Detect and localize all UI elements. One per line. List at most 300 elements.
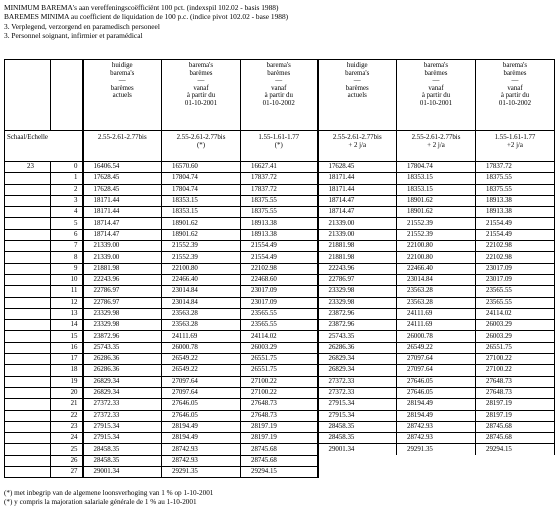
value-cell: 21881.98 (83, 263, 162, 274)
index-reference (318, 131, 397, 162)
step-cell: 25 (51, 444, 83, 455)
step-cell: 24 (51, 433, 83, 444)
value-cell: 27646.05 (162, 399, 241, 410)
column-header-line: — (118, 77, 126, 85)
value-cell: 26551.75 (241, 354, 318, 365)
value-cell: 27372.33 (83, 399, 162, 410)
value-cell: 29294.15 (476, 444, 555, 455)
value-cell: 26003.29 (241, 342, 318, 353)
header-title-nl: MINIMUM BAREMA's aan vereffeningscoëfficiënt 100 pct. (indexspil 102.02 - basis 1988) (4, 3, 279, 12)
column-header-line: — (432, 77, 440, 85)
table-row (5, 184, 555, 195)
value-cell: 17628.45 (83, 184, 162, 195)
value-cell: 18714.47 (83, 218, 162, 229)
value-cell: 26551.75 (241, 365, 318, 376)
table-row (5, 387, 555, 398)
value-cell: 22100.80 (397, 252, 476, 263)
value-cell: 23014.84 (162, 286, 241, 297)
value-cell: 21552.39 (162, 252, 241, 263)
value-cell: 18353.15 (162, 207, 241, 218)
value-cell: 22786.97 (83, 286, 162, 297)
value-cell: 21339.00 (83, 252, 162, 263)
value-cell: 28458.35 (83, 444, 162, 455)
column-header-line: à partir du (186, 92, 216, 100)
table-row (5, 297, 555, 308)
table-row (5, 229, 555, 240)
value-cell: 23565.55 (241, 308, 318, 319)
column-header-line: — (353, 77, 361, 85)
value-cell: 22243.96 (318, 263, 397, 274)
step-cell: 0 (51, 162, 83, 173)
value-cell: 18714.47 (83, 229, 162, 240)
empty-cell (476, 467, 555, 478)
value-cell: 27648.73 (476, 376, 555, 387)
column-header-line: barema's (110, 69, 135, 77)
value-cell: 22468.60 (241, 274, 318, 285)
index-reference (241, 131, 318, 162)
empty-cell (318, 455, 397, 466)
value-cell: 23872.96 (83, 331, 162, 342)
column-header-line: barema's (502, 62, 528, 69)
step-cell: 9 (51, 263, 83, 274)
step-cell: 26 (51, 455, 83, 466)
value-cell: 28197.19 (241, 421, 318, 432)
value-cell: 18375.55 (476, 173, 555, 184)
value-cell: 18353.15 (162, 195, 241, 206)
empty-cell (397, 467, 476, 478)
value-cell: 28742.93 (162, 455, 241, 466)
value-cell: 26003.29 (476, 320, 555, 331)
value-cell: 26829.34 (83, 387, 162, 398)
scale-number-cell (5, 331, 51, 342)
scale-number-cell (5, 252, 51, 263)
table-row (5, 162, 555, 173)
value-cell: 17837.72 (476, 162, 555, 173)
value-cell: 21339.00 (318, 229, 397, 240)
value-cell: 26829.34 (318, 354, 397, 365)
value-cell: 23563.28 (162, 308, 241, 319)
scale-number-cell (5, 207, 51, 218)
step-cell: 5 (51, 218, 83, 229)
value-cell: 28458.35 (318, 421, 397, 432)
column-header (397, 60, 476, 131)
value-cell: 27100.22 (241, 387, 318, 398)
value-cell: 27646.05 (162, 410, 241, 421)
step-cell: 14 (51, 320, 83, 331)
value-cell: 26829.34 (83, 376, 162, 387)
scale-number-cell (5, 320, 51, 331)
header-title-fr: BAREMES MINIMA au coefficient de liquidation de 100 p.c. (indice pivot 102.02 - base 1988) (4, 12, 289, 22)
step-cell: 3 (51, 195, 83, 206)
value-cell: 28742.93 (397, 433, 476, 444)
value-cell: 26549.22 (162, 365, 241, 376)
value-cell: 23017.09 (476, 274, 555, 285)
table-row (5, 365, 555, 376)
value-cell: 22243.96 (83, 274, 162, 285)
value-cell: 26551.75 (476, 342, 555, 353)
value-cell: 27100.22 (476, 365, 555, 376)
value-cell: 18171.44 (318, 184, 397, 195)
column-header-line: barèmes (267, 69, 291, 77)
column-header-line: vanaf (271, 84, 287, 92)
column-header-line: barèmes (345, 84, 369, 92)
value-cell: 28197.19 (476, 399, 555, 410)
value-cell: 23014.84 (397, 274, 476, 285)
index-reference-line: 2.55-2.61-2.77bis (332, 134, 382, 141)
value-cell: 23329.98 (83, 320, 162, 331)
column-header-line: barema's (423, 62, 449, 69)
value-cell: 29001.34 (318, 444, 397, 455)
step-cell: 16 (51, 342, 83, 353)
scale-number-cell (5, 342, 51, 353)
column-header-line: — (197, 77, 205, 85)
index-reference-line: 1.55-1.61-1.77 (258, 134, 300, 141)
value-cell: 17837.72 (241, 173, 318, 184)
value-cell: 21339.00 (83, 241, 162, 252)
value-cell: 28197.19 (241, 433, 318, 444)
column-header-line: à partir du (421, 92, 451, 100)
value-cell: 18901.62 (162, 218, 241, 229)
value-cell: 27097.64 (397, 365, 476, 376)
value-cell: 28745.68 (476, 421, 555, 432)
column-header-line: barèmes (189, 69, 213, 77)
value-cell: 27648.73 (476, 387, 555, 398)
document-header (4, 3, 288, 40)
value-cell: 18901.62 (162, 229, 241, 240)
value-cell: 18353.15 (397, 184, 476, 195)
value-cell: 28197.19 (476, 410, 555, 421)
value-cell: 18901.62 (397, 195, 476, 206)
column-header-line: 01-10-2001 (184, 99, 218, 107)
index-reference (83, 131, 162, 162)
table-row (5, 433, 555, 444)
value-cell: 27915.34 (318, 410, 397, 421)
index-reference-line: 1.55-1.61-1.77 (494, 134, 536, 141)
value-cell: 23872.96 (318, 320, 397, 331)
scale-number-cell (5, 184, 51, 195)
table-row (5, 274, 555, 285)
footnote-fr: (*) y compris la majoration salariale générale de 1 % au 1-10-2001 (4, 498, 197, 507)
scale-number-cell (5, 286, 51, 297)
step-cell: 21 (51, 399, 83, 410)
value-cell: 27100.22 (476, 354, 555, 365)
table-row (5, 241, 555, 252)
scale-number-cell (5, 173, 51, 184)
value-cell: 28745.68 (241, 455, 318, 466)
value-cell: 24114.02 (241, 331, 318, 342)
table-row (5, 286, 555, 297)
value-cell: 27915.34 (318, 399, 397, 410)
table-row (5, 467, 555, 478)
value-cell: 18171.44 (83, 195, 162, 206)
step-cell: 1 (51, 173, 83, 184)
value-cell: 23329.98 (318, 297, 397, 308)
scale-number-cell (5, 218, 51, 229)
value-cell: 25743.35 (318, 331, 397, 342)
index-reference-note: + 2 j/a (427, 142, 445, 149)
step-cell: 7 (51, 241, 83, 252)
step-cell: 2 (51, 184, 83, 195)
value-cell: 22102.98 (476, 241, 555, 252)
value-cell: 23017.09 (241, 286, 318, 297)
header-blank-cell (5, 60, 51, 131)
column-header (162, 60, 241, 131)
step-cell: 19 (51, 376, 83, 387)
table-row (5, 218, 555, 229)
value-cell: 18375.55 (241, 207, 318, 218)
value-cell: 27646.05 (397, 387, 476, 398)
column-header-line: barèmes (503, 69, 527, 77)
scale-number-cell: 23 (5, 162, 51, 173)
value-cell: 18913.38 (476, 195, 555, 206)
value-cell: 16570.60 (162, 162, 241, 173)
scale-number-cell (5, 455, 51, 466)
scale-number-cell (5, 433, 51, 444)
value-cell: 16627.41 (241, 162, 318, 173)
index-reference-note: (*) (274, 142, 283, 149)
table-row (5, 354, 555, 365)
table-row (5, 331, 555, 342)
column-header-line: vanaf (507, 84, 523, 92)
salary-scale-table (4, 59, 555, 478)
step-cell: 4 (51, 207, 83, 218)
table-row (5, 444, 555, 455)
value-cell: 27097.64 (397, 354, 476, 365)
value-cell: 23565.55 (476, 286, 555, 297)
value-cell: 27646.05 (397, 376, 476, 387)
step-cell: 15 (51, 331, 83, 342)
value-cell: 17628.45 (83, 173, 162, 184)
step-cell: 6 (51, 229, 83, 240)
value-cell: 27915.34 (83, 421, 162, 432)
column-header-line: barèmes (110, 84, 134, 92)
value-cell: 28745.68 (241, 444, 318, 455)
value-cell: 16406.54 (83, 162, 162, 173)
column-header-line: vanaf (428, 84, 444, 92)
column-header-line: actuels (112, 92, 132, 100)
value-cell: 28194.49 (162, 421, 241, 432)
value-cell: 26000.78 (162, 342, 241, 353)
scale-number-cell (5, 365, 51, 376)
index-reference-note: +2 j/a (507, 142, 523, 149)
scale-number-cell (5, 410, 51, 421)
table-row (5, 320, 555, 331)
value-cell: 26829.34 (318, 365, 397, 376)
value-cell: 25743.35 (83, 342, 162, 353)
table-row (5, 455, 555, 466)
value-cell: 21881.98 (318, 241, 397, 252)
value-cell: 27100.22 (241, 376, 318, 387)
value-cell: 18913.38 (241, 229, 318, 240)
value-cell: 26000.78 (397, 331, 476, 342)
value-cell: 21554.49 (476, 229, 555, 240)
value-cell: 27372.33 (318, 376, 397, 387)
table-row (5, 173, 555, 184)
index-reference-line: 2.55-2.61-2.77bis (176, 134, 226, 141)
value-cell: 27648.73 (241, 410, 318, 421)
value-cell: 26286.36 (83, 354, 162, 365)
value-cell: 21552.39 (397, 229, 476, 240)
table-row (5, 263, 555, 274)
table-row (5, 207, 555, 218)
step-cell: 8 (51, 252, 83, 263)
step-cell: 13 (51, 308, 83, 319)
scale-number-cell (5, 263, 51, 274)
column-header-line: huidige (111, 62, 133, 69)
step-cell: 27 (51, 467, 83, 478)
header-section-nl: 3. Verplegend, verzorgend en paramedisch personeel (4, 21, 160, 31)
value-cell: 27915.34 (83, 433, 162, 444)
value-cell: 24114.02 (476, 308, 555, 319)
scale-number-cell (5, 195, 51, 206)
value-cell: 18171.44 (83, 207, 162, 218)
value-cell: 29291.35 (397, 444, 476, 455)
column-header-line: 01-10-2002 (498, 99, 532, 107)
value-cell: 26286.36 (318, 342, 397, 353)
column-header-line: barèmes (424, 69, 448, 77)
column-header-line: — (511, 77, 519, 85)
scale-number-cell (5, 399, 51, 410)
value-cell: 27372.33 (318, 387, 397, 398)
value-cell: 27372.33 (83, 410, 162, 421)
scale-number-cell (5, 354, 51, 365)
header-section-fr: 3. Personnel soignant, infirmier et paramédical (4, 30, 143, 40)
value-cell: 18714.47 (318, 207, 397, 218)
value-cell: 29001.34 (83, 467, 162, 478)
table-row (5, 342, 555, 353)
step-cell: 20 (51, 387, 83, 398)
value-cell: 28745.68 (476, 433, 555, 444)
value-cell: 22100.80 (162, 263, 241, 274)
value-cell: 23329.98 (83, 308, 162, 319)
value-cell: 24111.69 (397, 308, 476, 319)
column-header-line: barema's (188, 62, 214, 69)
scale-number-cell (5, 229, 51, 240)
column-header-line: barema's (266, 62, 291, 69)
value-cell: 23563.28 (162, 320, 241, 331)
column-header (476, 60, 555, 131)
value-cell: 22102.98 (241, 263, 318, 274)
scale-label: Schaal/Echelle (5, 131, 83, 162)
value-cell: 28458.35 (318, 433, 397, 444)
value-cell: 17628.45 (318, 162, 397, 173)
value-cell: 24111.69 (397, 320, 476, 331)
table-row (5, 195, 555, 206)
value-cell: 18913.38 (241, 218, 318, 229)
column-header-line: vanaf (193, 84, 209, 92)
value-cell: 26003.29 (476, 331, 555, 342)
column-header (318, 60, 397, 131)
value-cell: 28194.49 (397, 410, 476, 421)
value-cell: 28194.49 (162, 433, 241, 444)
value-cell: 21554.49 (241, 241, 318, 252)
value-cell: 27648.73 (241, 399, 318, 410)
value-cell: 18714.47 (318, 195, 397, 206)
value-cell: 23563.28 (397, 286, 476, 297)
value-cell: 17837.72 (241, 184, 318, 195)
step-cell: 22 (51, 410, 83, 421)
value-cell: 23329.98 (318, 286, 397, 297)
column-header-line: 01-10-2002 (262, 99, 295, 107)
value-cell: 23017.09 (476, 263, 555, 274)
value-cell: 29291.35 (162, 467, 241, 478)
footnote-nl: (*) met inbegrip van de algemene loonsverhoging van 1 % op 1-10-2001 (4, 489, 214, 497)
column-header-line: actuels (347, 92, 367, 100)
scale-number-cell (5, 241, 51, 252)
value-cell: 21554.49 (476, 218, 555, 229)
value-cell: 22786.97 (83, 297, 162, 308)
column-header (83, 60, 162, 131)
scale-number-cell (5, 297, 51, 308)
column-header-line: à partir du (264, 92, 293, 100)
empty-cell (476, 455, 555, 466)
value-cell: 28742.93 (162, 444, 241, 455)
value-cell: 18353.15 (397, 173, 476, 184)
value-cell: 27097.64 (162, 387, 241, 398)
footnotes (4, 489, 213, 507)
value-cell: 28458.35 (83, 455, 162, 466)
header-blank-cell (51, 60, 83, 131)
step-cell: 10 (51, 274, 83, 285)
value-cell: 18375.55 (241, 195, 318, 206)
value-cell: 17804.74 (397, 162, 476, 173)
scale-number-cell (5, 274, 51, 285)
value-cell: 21552.39 (162, 241, 241, 252)
value-cell: 23565.55 (241, 320, 318, 331)
index-reference-note: (*) (196, 142, 206, 149)
scale-number-cell (5, 387, 51, 398)
index-reference-line: 2.55-2.61-2.77bis (97, 134, 147, 141)
value-cell: 23563.28 (397, 297, 476, 308)
value-cell: 18913.38 (476, 207, 555, 218)
value-cell: 26549.22 (397, 342, 476, 353)
value-cell: 21339.00 (318, 218, 397, 229)
step-cell: 12 (51, 297, 83, 308)
value-cell: 18375.55 (476, 184, 555, 195)
value-cell: 18171.44 (318, 173, 397, 184)
column-header (241, 60, 318, 131)
column-header-line: — (275, 77, 283, 85)
table-row (5, 308, 555, 319)
value-cell: 26549.22 (162, 354, 241, 365)
index-reference-line: 2.55-2.61-2.77bis (411, 134, 461, 141)
table-row (5, 421, 555, 432)
value-cell: 26286.36 (83, 365, 162, 376)
step-cell: 17 (51, 354, 83, 365)
value-cell: 21881.98 (318, 252, 397, 263)
value-cell: 22100.80 (397, 241, 476, 252)
scale-number-cell (5, 376, 51, 387)
scale-number-cell (5, 308, 51, 319)
value-cell: 21552.39 (397, 218, 476, 229)
step-cell: 11 (51, 286, 83, 297)
column-header-line: à partir du (500, 92, 530, 100)
value-cell: 23565.55 (476, 297, 555, 308)
value-cell: 17804.74 (162, 184, 241, 195)
index-reference (476, 131, 555, 162)
value-cell: 18901.62 (397, 207, 476, 218)
step-cell: 18 (51, 365, 83, 376)
value-cell: 22466.40 (397, 263, 476, 274)
empty-cell (397, 455, 476, 466)
column-header-line: barema's (345, 69, 370, 77)
column-header-line: huidige (346, 62, 368, 69)
scale-number-cell (5, 421, 51, 432)
value-cell: 29294.15 (241, 467, 318, 478)
empty-cell (318, 467, 397, 478)
value-cell: 23017.09 (241, 297, 318, 308)
table-row (5, 376, 555, 387)
